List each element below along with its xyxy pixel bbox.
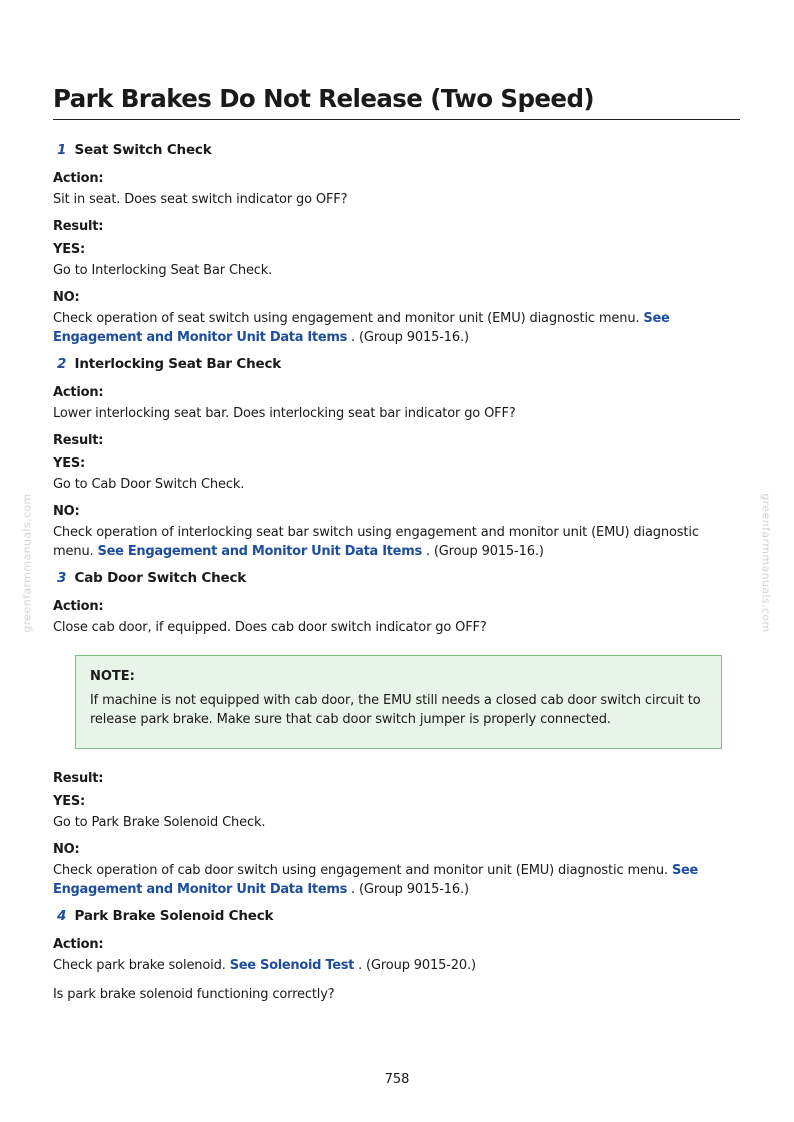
yes-label: YES: [53,794,86,809]
no-description: Check operation of seat switch using engagement and monitor unit (EMU) diagnostic menu. [53,311,640,326]
no-label: NO: [53,504,80,519]
question-text: Is park brake solenoid functioning correctly? [53,987,335,1002]
action-description: Check park brake solenoid. [53,958,226,973]
yes-label: YES: [53,456,86,471]
result-label: Result: [53,771,104,786]
no-label: NO: [53,842,80,857]
step-title: Cab Door Switch Check [74,570,247,586]
no-label: NO: [53,290,80,305]
step-number: 1 [57,142,67,158]
step-title: Interlocking Seat Bar Check [74,356,282,372]
group-reference: . (Group 9015-16.) [425,544,544,559]
see-emu-data-items-link[interactable]: See Engagement and Monitor Unit Data Items [53,863,699,897]
no-text [53,309,743,347]
action-text: Close cab door, if equipped. Does cab door switch indicator go OFF? [53,620,487,635]
step-heading [53,905,743,927]
see-solenoid-test-link[interactable]: See Solenoid Test [229,958,355,973]
step-heading [53,353,743,375]
action-text: Lower interlocking seat bar. Does interlocking seat bar indicator go OFF? [53,406,516,421]
no-text [53,523,743,561]
group-reference: . (Group 9015-16.) [351,882,469,897]
step-park-brake-solenoid-check [53,905,743,1004]
watermark-left: greenfarmmanuals.com [20,493,34,633]
group-reference: . (Group 9015-16.) [351,330,469,345]
step-heading [53,139,743,161]
no-text [53,861,743,899]
action-label: Action: [53,599,104,614]
action-label: Action: [53,937,104,952]
note-box [75,655,722,749]
step-seat-switch-check [53,139,743,347]
step-title: Seat Switch Check [74,142,212,158]
yes-label: YES: [53,242,86,257]
result-label: Result: [53,433,104,448]
procedure-content [53,139,743,1004]
see-emu-data-items-link[interactable]: See Engagement and Monitor Unit Data Items [97,544,422,559]
result-label: Result: [53,219,104,234]
page-title: Park Brakes Do Not Release (Two Speed) [53,84,740,120]
step-number: 2 [57,356,67,372]
step-heading [53,567,743,589]
see-emu-data-items-link[interactable]: See Engagement and Monitor Unit Data Items [53,311,670,345]
no-description: Check operation of cab door switch using engagement and monitor unit (EMU) diagnostic menu. [53,863,668,878]
no-description: Check operation of interlocking seat bar switch using engagement and monitor unit (EMU) diagnostic menu. [53,525,699,559]
yes-text: Go to Cab Door Switch Check. [53,477,245,492]
step-number: 3 [57,570,67,586]
action-label: Action: [53,385,104,400]
action-text [53,956,743,975]
step-interlocking-seat-bar-check [53,353,743,561]
step-number: 4 [57,908,67,924]
yes-text: Go to Park Brake Solenoid Check. [53,815,266,830]
step-title: Park Brake Solenoid Check [74,908,274,924]
step-cab-door-switch-check [53,567,743,899]
yes-text: Go to Interlocking Seat Bar Check. [53,263,273,278]
watermark-right: greenfarmmanuals.com [759,493,773,633]
page-number: 758 [384,1072,410,1087]
group-reference: . (Group 9015-20.) [358,958,476,973]
action-label: Action: [53,171,104,186]
note-title: NOTE: [90,669,135,684]
action-text: Sit in seat. Does seat switch indicator go OFF? [53,192,348,207]
note-text: If machine is not equipped with cab door, the EMU still needs a closed cab door switch circuit to release park brake. Make sure that cab door switch jumper is properly connected. [90,693,701,727]
